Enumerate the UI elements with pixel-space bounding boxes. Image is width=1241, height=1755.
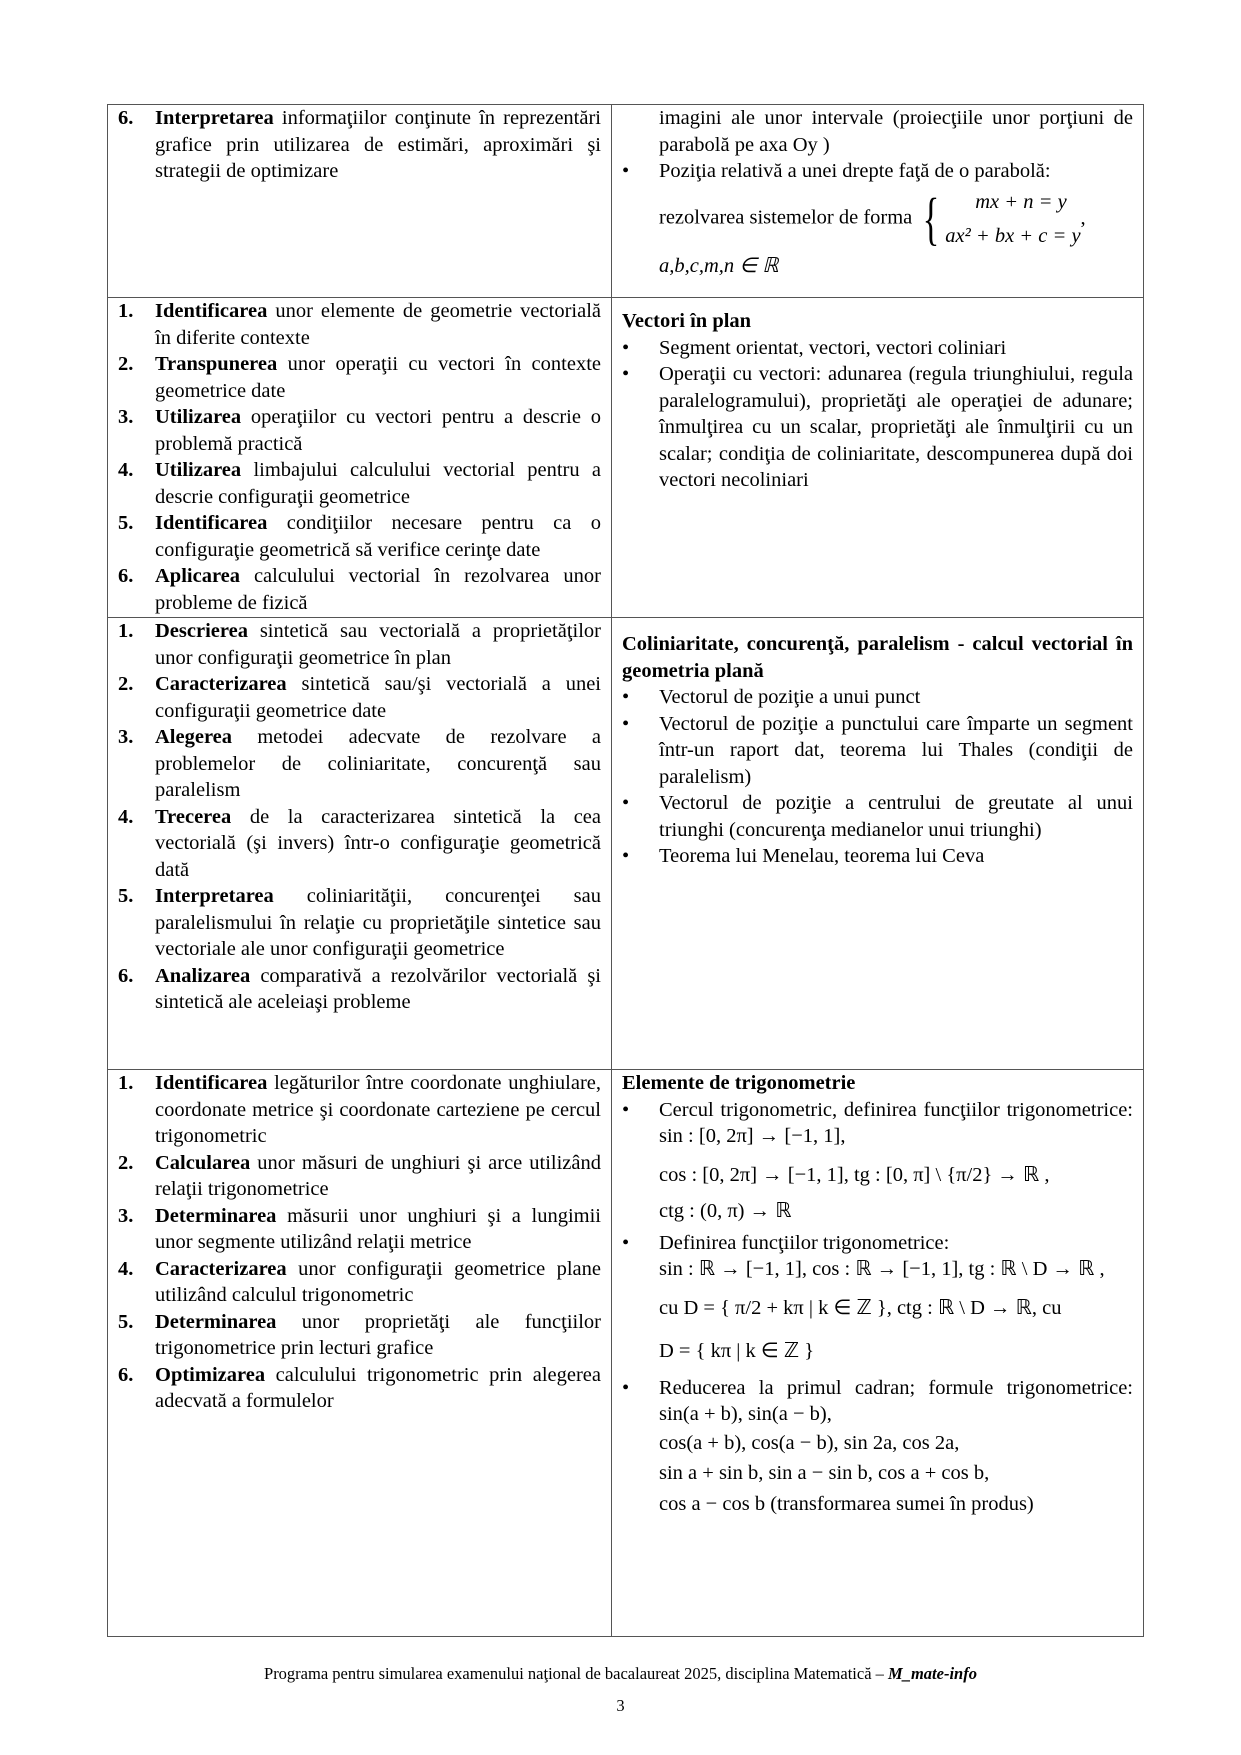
competences-cell bbox=[108, 298, 612, 618]
item-verb: Identificarea bbox=[155, 300, 268, 322]
bullet-icon: • bbox=[622, 1231, 630, 1254]
competence-item bbox=[118, 105, 601, 185]
item-text: măsurii unor unghiuri şi a lungimii unor segmente utilizând relaţii metrice bbox=[155, 1204, 601, 1253]
content-bullet bbox=[622, 1230, 1133, 1375]
text: Cercul trigonometric, definirea funcţiilor trigonometrice: sin : [0, 2π] → [−1, 1], bbox=[659, 1098, 1133, 1147]
item-verb: Calcularea bbox=[155, 1151, 251, 1174]
competence-item bbox=[118, 351, 601, 404]
item-number: 5. bbox=[118, 1310, 134, 1333]
table-row bbox=[108, 618, 1144, 1070]
equation: ax² + bx + c = y bbox=[945, 224, 1081, 247]
content-bullet bbox=[622, 790, 1133, 843]
equation: mx + n = y bbox=[975, 190, 1067, 213]
content-cell bbox=[612, 1070, 1144, 1637]
content-bullet bbox=[622, 361, 1133, 494]
item-text: unor elemente de geometrie vectorială în diferite contexte bbox=[155, 300, 601, 349]
item-text: sintetică sau/şi vectorială a unei configuraţii geometrice date bbox=[155, 673, 601, 722]
curriculum-table bbox=[107, 104, 1144, 1637]
text: Poziţia relativă a unei drepte faţă de o parabolă: bbox=[659, 160, 1051, 182]
footer bbox=[0, 1661, 1241, 1688]
text: Reducerea la primul cadran; formule trigonometrice: sin(a + b), sin(a − b), bbox=[659, 1376, 1133, 1425]
competence-item bbox=[118, 804, 601, 884]
item-number: 1. bbox=[118, 1072, 134, 1094]
text: Vectorul de poziţie a punctului care împarte un segment într-un raport dat, teorema lui Thales (condiţii de paralelism) bbox=[659, 712, 1133, 788]
competence-item bbox=[118, 1256, 601, 1309]
bullet-icon: • bbox=[622, 686, 630, 708]
competences-cell bbox=[108, 1070, 612, 1637]
item-text: limbajului calculului vectorial pentru a descrie configuraţii geometrice bbox=[155, 459, 601, 508]
item-number: 3. bbox=[118, 1204, 134, 1227]
math-line: D = { kπ | k ∈ ℤ } bbox=[659, 1340, 815, 1362]
text: imagini ale unor intervale (proiecţiile unor porţiuni de parabolă pe axa Oy ) bbox=[659, 107, 1133, 156]
item-verb: Caracterizarea bbox=[155, 673, 287, 695]
item-number: 2. bbox=[118, 353, 134, 375]
item-verb: Aplicarea bbox=[155, 565, 241, 587]
math-line: cos(a + b), cos(a − b), sin 2a, cos 2a, bbox=[659, 1431, 960, 1454]
item-number: 4. bbox=[118, 1257, 134, 1280]
item-text: unor măsuri de unghiuri şi arce utilizând relaţii trigonometrice bbox=[155, 1151, 601, 1200]
section-title: Elemente de trigonometrie bbox=[622, 1072, 856, 1094]
item-verb: Utilizarea bbox=[155, 459, 242, 481]
item-number: 4. bbox=[118, 805, 134, 828]
table-row bbox=[108, 298, 1144, 618]
item-number: 5. bbox=[118, 885, 134, 907]
competence-item bbox=[118, 1070, 601, 1150]
text: Operaţii cu vectori: adunarea (regula triunghiului, regula paralelogramului), proprietăţi ale operaţiei de adunare; înmulţirea cu un scalar, proprietăţi ale înmulţirii cu un scalar; condiţia de coliniaritate, descompunerea după doi vectori necoliniari bbox=[659, 363, 1133, 491]
bullet-icon: • bbox=[622, 363, 630, 385]
table-row bbox=[108, 105, 1144, 298]
item-text: condiţiilor necesare pentru ca o configuraţie geometrică să verifice cerinţe date bbox=[155, 512, 601, 561]
item-text: unor configuraţii geometrice plane utilizând calculul trigonometric bbox=[155, 1257, 601, 1306]
content-bullet bbox=[622, 1375, 1133, 1520]
math-line: cos a − cos b (transformarea sumei în produs) bbox=[659, 1492, 1034, 1515]
item-text: calculului trigonometric prin alegerea adecvată a formulelor bbox=[155, 1363, 601, 1412]
bullet-icon: • bbox=[622, 1376, 630, 1399]
footer-subject: M_mate-info bbox=[888, 1664, 977, 1683]
content-bullet bbox=[622, 335, 1133, 362]
competence-item bbox=[118, 724, 601, 804]
item-verb: Trecerea bbox=[155, 805, 232, 828]
content-bullet bbox=[622, 158, 1133, 279]
text: rezolvarea sistemelor de forma bbox=[659, 206, 913, 229]
content-cell bbox=[612, 105, 1144, 298]
item-verb: Identificarea bbox=[155, 512, 268, 534]
item-text: metodei adecvate de rezolvare a problemelor de coliniaritate, concurenţă sau paralelism bbox=[155, 726, 601, 801]
item-number: 2. bbox=[118, 1151, 134, 1174]
competence-item bbox=[118, 618, 601, 671]
item-verb: Interpretarea bbox=[155, 107, 274, 129]
item-verb: Identificarea bbox=[155, 1072, 268, 1094]
competence-item bbox=[118, 1309, 601, 1362]
item-verb: Caracterizarea bbox=[155, 1257, 287, 1280]
competence-item bbox=[118, 963, 601, 1016]
math-line: cu D = { π/2 + kπ | k ∈ ℤ }, ctg : ℝ \ D → ℝ, cu bbox=[659, 1296, 1062, 1319]
bullet-icon: • bbox=[622, 160, 630, 182]
bullet-icon: • bbox=[622, 1098, 630, 1121]
item-verb: Optimizarea bbox=[155, 1363, 266, 1386]
item-text: calculului vectorial în rezolvarea unor probleme de fizică bbox=[155, 565, 601, 614]
item-number: 1. bbox=[118, 300, 134, 322]
competence-item bbox=[118, 563, 601, 616]
section-title: Vectori în plan bbox=[622, 310, 752, 332]
content-cell bbox=[612, 298, 1144, 618]
item-number: 5. bbox=[118, 512, 134, 534]
text: Teorema lui Menelau, teorema lui Ceva bbox=[659, 845, 985, 867]
item-verb: Interpretarea bbox=[155, 885, 274, 907]
item-number: 6. bbox=[118, 107, 134, 129]
text: Definirea funcţiilor trigonometrice: bbox=[659, 1231, 950, 1254]
item-verb: Transpunerea bbox=[155, 353, 278, 375]
item-text: comparativă a rezolvărilor vectorială şi sintetică ale aceleiaşi probleme bbox=[155, 964, 601, 1013]
item-number: 6. bbox=[118, 1363, 134, 1386]
table-row bbox=[108, 1070, 1144, 1637]
math-line: cos : [0, 2π] → [−1, 1], tg : [0, π] \ {π/2} → ℝ , bbox=[659, 1163, 1050, 1186]
competence-item bbox=[118, 883, 601, 963]
bullet-icon: • bbox=[622, 712, 630, 735]
competence-item bbox=[118, 1150, 601, 1203]
bullet-icon: • bbox=[622, 845, 630, 867]
competence-item bbox=[118, 1203, 601, 1256]
math-line: ctg : (0, π) → ℝ bbox=[659, 1200, 792, 1222]
item-verb: Determinarea bbox=[155, 1204, 277, 1227]
item-text: operaţiilor cu vectori pentru a descrie o problemă practică bbox=[155, 406, 601, 455]
item-text: sintetică sau vectorială a proprietăţilor unor configuraţii geometrice în plan bbox=[155, 620, 601, 669]
math-line: sin : ℝ → [−1, 1], cos : ℝ → [−1, 1], tg : ℝ \ D → ℝ , bbox=[659, 1258, 1105, 1280]
text: Vectorul de poziţie a centrului de greutate al unui triunghi (concurenţa medianelor unui triunghi) bbox=[659, 792, 1133, 841]
competence-item bbox=[118, 671, 601, 724]
competence-item bbox=[118, 457, 601, 510]
equation-system: { mx + n = y ax² + bx + c = y , bbox=[922, 185, 1086, 251]
competences-cell bbox=[108, 105, 612, 298]
bullet-icon: • bbox=[622, 336, 630, 359]
item-verb: Descrierea bbox=[155, 620, 248, 642]
item-text: legăturilor între coordonate unghiulare, coordonate metrice şi coordonate carteziene pe cercul trigonometric bbox=[155, 1072, 601, 1147]
item-verb: Analizarea bbox=[155, 964, 251, 987]
math: a,b,c,m,n ∈ ℝ bbox=[659, 254, 779, 277]
content-bullet bbox=[622, 684, 1133, 711]
competence-item bbox=[118, 1362, 601, 1415]
bullet-icon: • bbox=[622, 792, 630, 814]
item-number: 1. bbox=[118, 620, 134, 642]
item-text: de la caracterizarea sintetică la cea vectorială (şi invers) într-o configuraţie geometrică dată bbox=[155, 805, 601, 881]
content-bullet bbox=[622, 1097, 1133, 1230]
competence-item bbox=[118, 404, 601, 457]
item-text: unor proprietăţi ale funcţiilor trigonometrice prin lecturi grafice bbox=[155, 1310, 601, 1359]
competences-cell bbox=[108, 618, 612, 1070]
item-text: unor operaţii cu vectori în contexte geometrice date bbox=[155, 353, 601, 402]
page-number: 3 bbox=[616, 1696, 625, 1715]
text: Vectorul de poziţie a unui punct bbox=[659, 686, 921, 708]
text: , bbox=[1080, 207, 1086, 230]
item-text: informaţiilor conţinute în reprezentări grafice prin utilizarea de estimări, aproximări şi strategii de optimizare bbox=[155, 107, 601, 182]
section-title: Coliniaritate, concurenţă, paralelism - calcul vectorial în geometria plană bbox=[622, 633, 1133, 682]
item-number: 3. bbox=[118, 726, 134, 748]
item-text: coliniarităţii, concurenţei sau paralelismului în relaţie cu proprietăţile sintetice sau vectoriale ale unor configuraţii geometrice bbox=[155, 885, 601, 960]
item-number: 2. bbox=[118, 673, 134, 695]
content-bullet bbox=[622, 711, 1133, 791]
item-verb: Determinarea bbox=[155, 1310, 277, 1333]
math-line: sin a + sin b, sin a − sin b, cos a + cos b, bbox=[659, 1462, 990, 1484]
item-number: 6. bbox=[118, 964, 134, 987]
content-cell bbox=[612, 618, 1144, 1070]
item-verb: Utilizarea bbox=[155, 406, 242, 428]
competence-item bbox=[118, 510, 601, 563]
text: Segment orientat, vectori, vectori coliniari bbox=[659, 336, 1007, 359]
item-number: 6. bbox=[118, 565, 134, 587]
competence-item bbox=[118, 298, 601, 351]
item-number: 4. bbox=[118, 459, 134, 481]
continued-text bbox=[622, 105, 1133, 158]
item-verb: Alegerea bbox=[155, 726, 233, 748]
content-bullet bbox=[622, 843, 1133, 870]
footer-text: Programa pentru simularea examenului naţional de bacalaureat 2025, disciplina Matematică – bbox=[264, 1664, 889, 1683]
item-number: 3. bbox=[118, 406, 134, 428]
